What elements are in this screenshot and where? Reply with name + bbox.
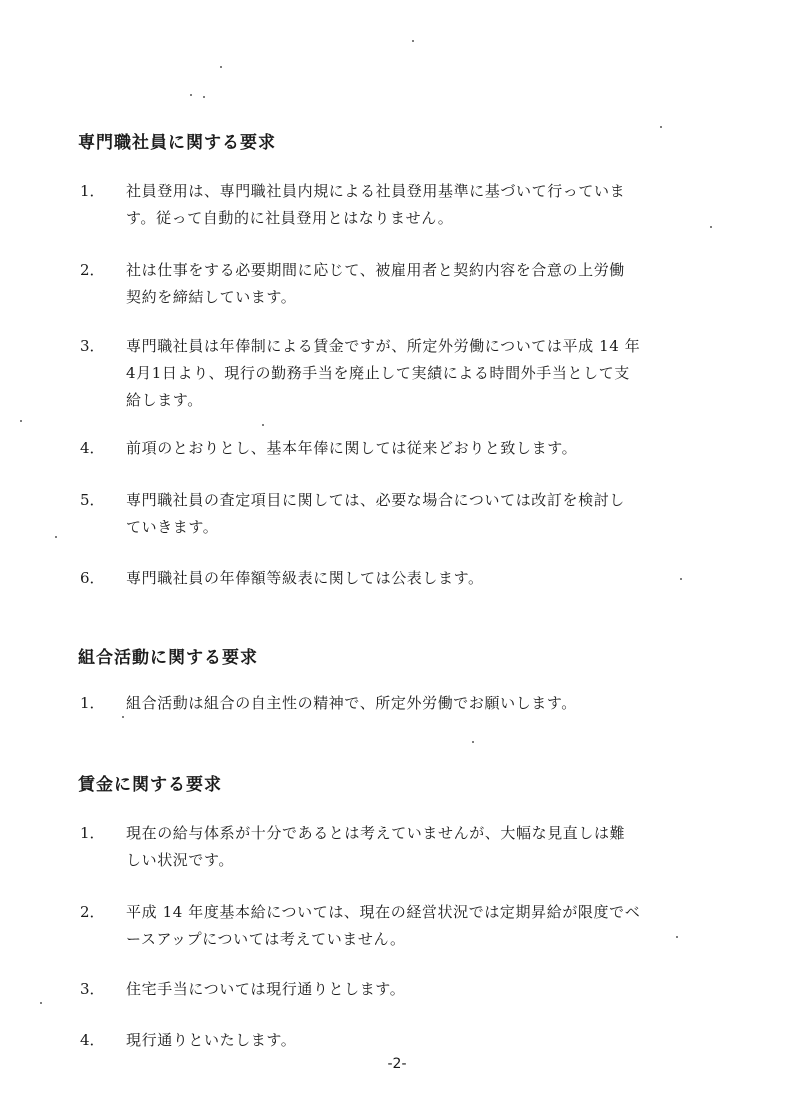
item-line: ていきます。 — [126, 518, 219, 536]
scan-speck — [710, 226, 712, 228]
item-text — [126, 333, 640, 414]
item-line: 現行通りといたします。 — [126, 1031, 297, 1049]
item-text — [126, 435, 577, 462]
item-number: 3． — [80, 337, 105, 355]
item-number: 2． — [80, 261, 105, 279]
item-number: 1． — [80, 824, 105, 842]
item-line: 平成 14 年度基本給については、現在の経営状況では定期昇給が限度でベ — [126, 903, 641, 921]
item-number: 2． — [80, 903, 105, 921]
section-heading-professional-staff: 専門職社員に関する要求 — [78, 133, 276, 153]
scan-speck — [55, 536, 57, 538]
item-text — [126, 178, 625, 232]
item-line: しい状況です。 — [126, 851, 235, 869]
scan-speck — [262, 424, 264, 426]
item-text — [126, 976, 405, 1003]
item-line: 契約を締結しています。 — [126, 288, 297, 306]
scan-speck — [190, 94, 192, 96]
scan-speck — [412, 40, 414, 42]
item-line: 組合活動は組合の自主性の精神で、所定外労働でお願いします。 — [126, 694, 577, 712]
scan-speck — [660, 126, 662, 128]
scan-speck — [20, 420, 22, 422]
item-text — [126, 899, 640, 953]
item-line: ースアップについては考えていません。 — [126, 930, 406, 948]
item-line: 専門職社員は年俸制による賃金ですが、所定外労働については平成 14 年 — [126, 337, 641, 355]
item-line: 専門職社員の年俸額等級表に関しては公表します。 — [126, 569, 484, 587]
item-number: 3． — [80, 980, 105, 998]
scan-speck — [203, 96, 205, 98]
item-line: 前項のとおりとし、基本年俸に関しては従来どおりと致します。 — [126, 439, 578, 457]
item-number: 4． — [80, 439, 105, 457]
item-text — [126, 257, 625, 311]
item-line: 社員登用は、専門職社員内規による社員登用基準に基づいて行っていま — [126, 182, 626, 200]
scan-speck — [220, 66, 222, 68]
item-number: 1． — [80, 182, 105, 200]
scan-speck — [472, 741, 474, 743]
scan-speck — [680, 578, 682, 580]
section-heading-wages: 賃金に関する要求 — [78, 775, 222, 795]
item-number: 1． — [80, 694, 105, 712]
item-number: 6． — [80, 569, 105, 587]
item-number: 4． — [80, 1031, 105, 1049]
item-line: 給します。 — [126, 391, 203, 409]
item-line: 住宅手当については現行通りとします。 — [126, 980, 406, 998]
page-number: -2- — [387, 1056, 407, 1072]
item-line: 4月1日より、現行の勤務手当を廃止して実績による時間外手当として支 — [126, 364, 630, 382]
item-number: 5． — [80, 491, 105, 509]
scan-speck — [122, 716, 124, 718]
item-text — [126, 487, 625, 541]
item-text — [126, 565, 484, 592]
scan-speck — [676, 936, 678, 938]
item-text — [126, 690, 577, 717]
item-line: 社は仕事をする必要期間に応じて、被雇用者と契約内容を合意の上労働 — [126, 261, 625, 279]
scan-speck — [40, 1002, 42, 1004]
item-text — [126, 1027, 296, 1054]
item-text — [126, 820, 625, 874]
item-line: 専門職社員の査定項目に関しては、必要な場合については改訂を検討し — [126, 491, 625, 509]
item-line: す。従って自動的に社員登用とはなりません。 — [126, 209, 454, 227]
item-line: 現在の給与体系が十分であるとは考えていませんが、大幅な見直しは難 — [126, 824, 626, 842]
section-heading-union-activity: 組合活動に関する要求 — [78, 648, 258, 668]
